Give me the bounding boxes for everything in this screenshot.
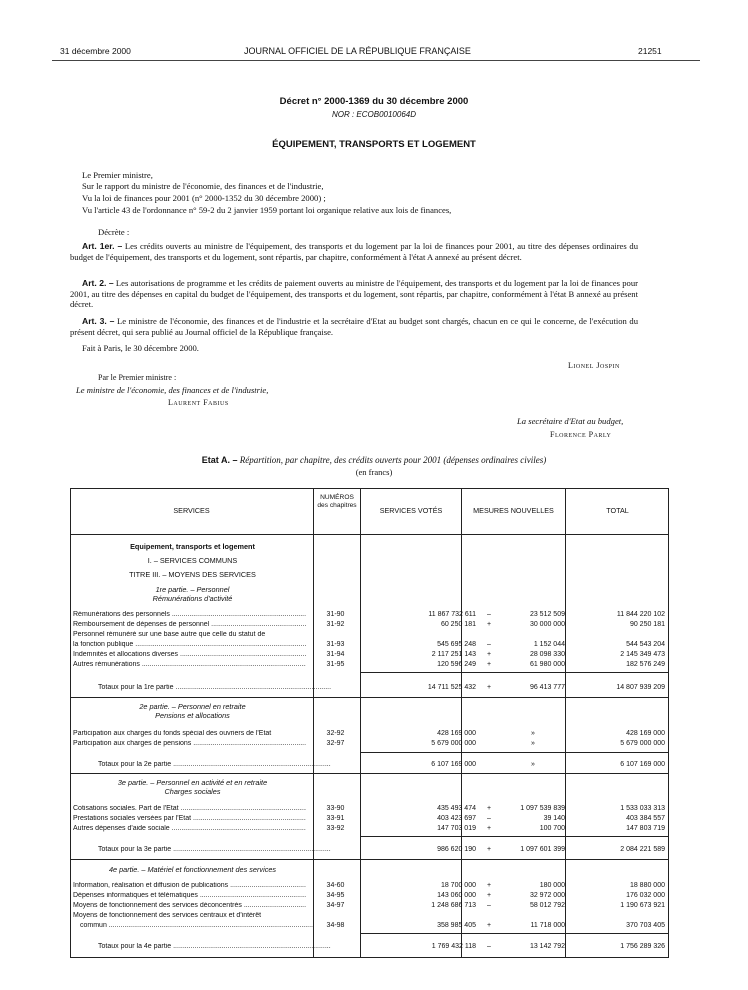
header-journal: JOURNAL OFFICIEL DE LA RÉPUBLIQUE FRANÇAISE	[244, 46, 471, 56]
row-label: Rémunérations des personnels .....	[73, 611, 306, 618]
signature-pm: Lionel Jospin	[568, 361, 620, 370]
row-label: la fonction publique .....	[73, 641, 306, 648]
row-nouvelles: 30 000 000	[529, 621, 565, 628]
row-sign: +	[486, 651, 492, 658]
row-total: 370 703 405	[626, 922, 665, 929]
row-total: 5 679 000 000	[620, 740, 665, 747]
preamble-line: Sur le rapport du ministre de l'économie, des finances et de l'industrie,	[82, 181, 324, 191]
section-part-2: 2e partie. – Personnel en retraite	[139, 702, 246, 711]
row-nouvelles: 58 012 792	[529, 902, 565, 909]
row-votes: 120 596 249	[437, 661, 476, 668]
row-sign: +	[486, 805, 492, 812]
row-votes: 5 679 000 000	[431, 740, 476, 747]
section-ministry: Equipement, transports et logement	[130, 542, 255, 551]
table-row	[70, 661, 669, 670]
row-nouvelles: 23 512 509	[529, 611, 565, 618]
row-votes: 986 620 190	[437, 846, 476, 853]
par-premier-ministre: Par le Premier ministre :	[98, 373, 177, 382]
row-votes: 545 695 248	[437, 641, 476, 648]
col-header-nouvelles: MESURES NOUVELLES	[473, 506, 554, 515]
article-label: Art. 1er. –	[82, 241, 123, 251]
minister-name: Laurent Fabius	[168, 398, 229, 407]
row-nouvelles: 96 413 777	[529, 684, 565, 691]
row-nouvelles: »	[531, 730, 535, 737]
table-row	[70, 805, 669, 814]
row-total: 147 803 719	[626, 825, 665, 832]
table-row	[70, 825, 669, 834]
row-nouvelles: 39 140	[543, 815, 565, 822]
etat-unit: (en francs)	[355, 467, 393, 477]
row-total: 1 533 033 313	[620, 805, 665, 812]
row-sign: +	[486, 621, 492, 628]
row-chapter: 34-98	[326, 922, 345, 929]
row-label: commun .....	[80, 922, 313, 929]
row-sign: –	[487, 815, 491, 822]
row-chapter: 34-60	[326, 882, 345, 889]
etat-caption: Répartition, par chapitre, des crédits ouverts pour 2001 (dépenses ordinaires civiles)	[239, 455, 547, 465]
article-text: Les crédits ouverts au ministre de l'équipement, des transports et du logement par la loi de finances pour 2001, au titre des dépenses ordinaires du budget de l'équipement, des transports et du logement, sont répartis, par chapitre, conformément à l'état A annexé au présent décret.	[70, 241, 638, 262]
row-sign: +	[486, 684, 492, 691]
header-page: 21251	[638, 46, 662, 56]
table-row	[70, 621, 669, 630]
row-label: Information, réalisation et diffusion de publications .....	[73, 882, 306, 889]
table-row	[70, 740, 669, 749]
row-total: 11 844 220 102	[616, 611, 665, 618]
table-row	[70, 641, 669, 650]
row-votes: 2 117 251 143	[431, 651, 476, 658]
section-part-1: 1re partie. – Personnel	[155, 585, 230, 594]
row-votes: 1 769 432 118	[431, 943, 476, 950]
row-sign: +	[486, 892, 492, 899]
preamble-line: Vu la loi de finances pour 2001 (n° 2000-1352 du 30 décembre 2000) ;	[82, 193, 326, 203]
row-total: 1 190 673 921	[620, 902, 665, 909]
table-row-total	[70, 943, 669, 952]
row-total: 6 107 169 000	[620, 761, 665, 768]
row-sign: +	[486, 922, 492, 929]
row-nouvelles: 1 097 601 399	[520, 846, 565, 853]
row-label: Dépenses informatiques et télématiques .....	[73, 892, 306, 899]
section-services: I. – SERVICES COMMUNS	[147, 556, 238, 565]
section-part-4: 4e partie. – Matériel et fonctionnement des services	[108, 865, 277, 874]
minister-title: Le ministre de l'économie, des finances et de l'industrie,	[76, 385, 269, 395]
row-votes: 435 493 474	[437, 805, 476, 812]
decrete: Décrète :	[98, 227, 130, 237]
article-3	[70, 316, 638, 337]
row-sign: +	[486, 882, 492, 889]
row-total: 182 576 249	[626, 661, 665, 668]
section-rule	[70, 773, 669, 774]
row-label: Totaux pour la 3e partie .....	[98, 846, 331, 853]
col-header-services: SERVICES	[173, 506, 210, 515]
row-nouvelles: »	[531, 740, 535, 747]
row-total: 1 756 289 326	[620, 943, 665, 950]
table-row	[70, 882, 669, 891]
article-text: Le ministre de l'économie, des finances et de l'industrie et la secrétaire d'Etat au budget sont chargés, chacun en ce qui le concerne, de l'exécution du présent décret, qui sera publié au Journal officiel de la République française.	[70, 316, 638, 337]
preamble-line: Vu l'article 43 de l'ordonnance n° 59-2 du 2 janvier 1959 portant loi organique relative aux lois de finances,	[82, 205, 452, 215]
row-votes: 60 250 181	[440, 621, 476, 628]
row-votes: 14 711 525 432	[427, 684, 476, 691]
subtotal-rule	[361, 933, 669, 934]
row-total: 544 543 204	[626, 641, 665, 648]
table-row-total	[70, 761, 669, 770]
row-total: 176 032 000	[626, 892, 665, 899]
row-votes: 147 703 019	[437, 825, 476, 832]
col-header-chapters: NUMÉROS des chapitres	[317, 494, 357, 509]
table-row	[70, 611, 669, 620]
row-chapter: 33-91	[326, 815, 345, 822]
subtotal-rule	[361, 836, 669, 837]
row-chapter: 32-97	[326, 740, 345, 747]
row-nouvelles: 180 000	[539, 882, 565, 889]
preamble-line: Le Premier ministre,	[82, 170, 153, 180]
subtotal-rule	[361, 672, 669, 673]
row-label: Remboursement de dépenses de personnel .....	[73, 621, 306, 628]
row-total: 2 145 349 473	[620, 651, 665, 658]
row-nouvelles: 28 098 330	[529, 651, 565, 658]
ministry-heading: ÉQUIPEMENT, TRANSPORTS ET LOGEMENT	[272, 139, 476, 150]
table-row	[70, 922, 669, 931]
row-chapter: 33-92	[326, 825, 345, 832]
table-row	[70, 631, 669, 640]
table-row	[70, 912, 669, 921]
etat-title	[0, 455, 748, 465]
row-label: Cotisations sociales. Part de l'Etat .....	[73, 805, 306, 812]
row-sign: +	[486, 846, 492, 853]
table-row	[70, 892, 669, 901]
row-chapter: 33-90	[326, 805, 345, 812]
row-chapter: 31-90	[326, 611, 345, 618]
secretary-name: Florence Parly	[550, 430, 612, 439]
row-sign: +	[486, 661, 492, 668]
table-row	[70, 730, 669, 739]
done-at: Fait à Paris, le 30 décembre 2000.	[82, 343, 199, 353]
article-1	[70, 241, 638, 262]
row-nouvelles: 1 097 539 839	[520, 805, 565, 812]
section-titre: TITRE III. – MOYENS DES SERVICES	[129, 570, 256, 579]
table-row-total	[70, 684, 669, 693]
row-nouvelles: 100 700	[539, 825, 565, 832]
row-sign: –	[487, 902, 491, 909]
row-chapter: 31-95	[326, 661, 345, 668]
table-row-total	[70, 846, 669, 855]
row-label: Totaux pour la 1re partie .....	[98, 684, 331, 691]
article-label: Art. 3. –	[82, 316, 115, 326]
row-votes: 11 867 732 611	[428, 611, 476, 618]
col-header-votes: SERVICES VOTÉS	[379, 506, 443, 515]
row-label: Prestations sociales versées par l'Etat .....	[73, 815, 306, 822]
row-chapter: 34-97	[326, 902, 345, 909]
row-total: 14 807 939 209	[616, 684, 665, 691]
table-row	[70, 815, 669, 824]
section-part-3-sub: Charges sociales	[164, 787, 221, 796]
secretary-title: La secrétaire d'Etat au budget,	[517, 416, 624, 426]
row-votes: 428 169 000	[437, 730, 476, 737]
article-text: Les autorisations de programme et les crédits de paiement ouverts au ministre de l'équipement, des transports et du logement par la loi de finances pour 2001, au titre des dépenses en capital du budget de l'équipement, des transports et du logement, sont répartis, par chapitre, conformément à l'état B annexé au présent décret.	[70, 278, 638, 310]
section-part-2-sub: Pensions et allocations	[155, 711, 230, 720]
row-nouvelles: 13 142 792	[529, 943, 565, 950]
row-label: Totaux pour la 4e partie .....	[98, 943, 331, 950]
row-label: Participation aux charges de pensions .....	[73, 740, 306, 747]
article-label: Art. 2. –	[82, 278, 114, 288]
table-row	[70, 651, 669, 660]
row-votes: 143 060 000	[437, 892, 476, 899]
row-nouvelles: »	[531, 761, 535, 768]
row-nouvelles: 1 152 044	[533, 641, 565, 648]
row-sign: +	[486, 825, 492, 832]
row-total: 18 880 000	[629, 882, 665, 889]
row-total: 428 169 000	[626, 730, 665, 737]
row-total: 90 250 181	[629, 621, 665, 628]
header-date: 31 décembre 2000	[60, 46, 131, 56]
section-rule	[70, 859, 669, 860]
row-label: Totaux pour la 2e partie .....	[98, 761, 331, 768]
row-votes: 18 700 000	[440, 882, 476, 889]
row-nouvelles: 61 980 000	[529, 661, 565, 668]
row-chapter: 32-92	[326, 730, 345, 737]
header-rule	[52, 60, 700, 61]
row-total: 2 084 221 589	[620, 846, 665, 853]
table-row	[70, 902, 669, 911]
row-votes: 1 248 686 713	[431, 902, 476, 909]
table-header-rule	[70, 534, 669, 535]
decree-nor: NOR : ECOB0010064D	[331, 110, 417, 119]
row-sign: –	[487, 611, 491, 618]
article-2	[70, 278, 638, 310]
row-label: Moyens de fonctionnement des services centraux et d'intérêt	[73, 912, 262, 919]
row-label: Autres dépenses d'aide sociale .....	[73, 825, 306, 832]
row-label: Moyens de fonctionnement des services déconcentrés .....	[73, 902, 306, 909]
row-chapter: 34-95	[326, 892, 345, 899]
row-label: Personnel rémunéré sur une base autre que celle du statut de	[73, 631, 266, 638]
row-sign: –	[487, 641, 491, 648]
row-votes: 358 985 405	[437, 922, 476, 929]
row-votes: 403 423 697	[437, 815, 476, 822]
subtotal-rule	[361, 752, 669, 753]
row-votes: 6 107 169 000	[431, 761, 476, 768]
row-label: Participation aux charges du fonds spécial des ouvriers de l'Etat	[73, 730, 272, 737]
col-header-total: TOTAL	[606, 506, 629, 515]
row-chapter: 31-92	[326, 621, 345, 628]
etat-label: Etat A. –	[201, 455, 238, 465]
row-label: Autres rémunérations .....	[73, 661, 306, 668]
row-sign: –	[487, 943, 491, 950]
section-rule	[70, 697, 669, 698]
row-nouvelles: 32 972 000	[529, 892, 565, 899]
section-part-3: 3e partie. – Personnel en activité et en retraite	[117, 778, 268, 787]
row-nouvelles: 11 718 000	[530, 922, 565, 929]
row-label: Indemnités et allocations diverses .....	[73, 651, 306, 658]
row-chapter: 31-93	[326, 641, 345, 648]
decree-title: Décret n° 2000-1369 du 30 décembre 2000	[279, 96, 469, 107]
section-part-1-sub: Rémunérations d'activité	[152, 594, 233, 603]
row-total: 403 384 557	[626, 815, 665, 822]
row-chapter: 31-94	[326, 651, 345, 658]
